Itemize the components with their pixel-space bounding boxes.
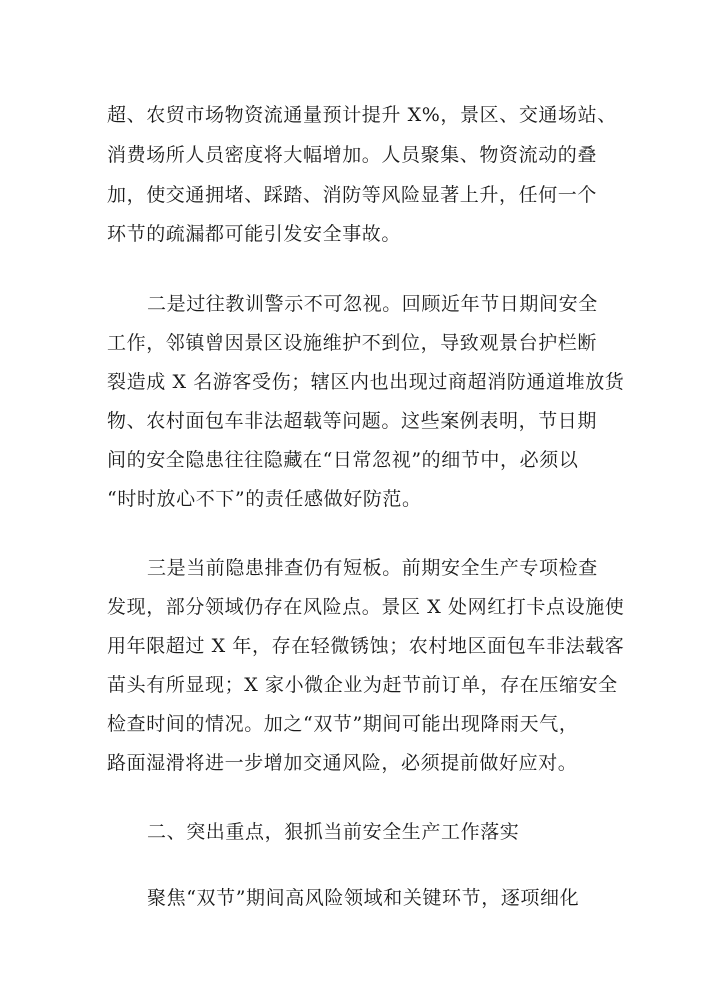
paragraph-1-line-4: 环节的疏漏都可能引发安全事故。 [107,223,402,245]
paragraph-2-line-6: “时时放心不下”的责任感做好防范。 [107,488,422,510]
paragraph-1-line-1: 超、农贸市场物资流通量预计提升 X%，景区、交通场站、 [107,104,617,126]
paragraph-3-line-2: 发现，部分领域仍存在风险点。景区 X 处网红打卡点设施使 [107,596,625,618]
paragraph-3-line-4: 苗头有所显现；X 家小微企业为赶节前订单，存在压缩安全 [107,674,618,696]
paragraph-2-line-3: 裂造成 X 名游客受伤；辖区内也出现过商超消防通道堆放货 [107,371,625,393]
paragraph-2-line-5: 间的安全隐患往往隐藏在“日常忽视”的细节中，必须以 [107,449,579,471]
paragraph-3-line-6: 路面湿滑将进一步增加交通风险，必须提前做好应对。 [107,752,578,774]
paragraph-1-line-3: 加，使交通拥堵、踩踏、消防等风险显著上升，任何一个 [107,184,598,206]
paragraph-3-line-5: 检查时间的情况。加之“双节”期间可能出现降雨天气， [107,713,579,735]
paragraph-4-line-1: 聚焦“双节”期间高风险领域和关键环节，逐项细化 [147,887,580,909]
paragraph-3-line-1: 三是当前隐患排查仍有短板。前期安全生产专项检查 [147,557,598,579]
paragraph-2-line-1: 二是过往教训警示不可忽视。回顾近年节日期间安全 [147,293,598,315]
paragraph-2-line-2: 工作，邻镇曾因景区设施维护不到位，导致观景台护栏断 [107,332,598,354]
section-heading: 二、突出重点，狠抓当前安全生产工作落实 [147,821,520,843]
paragraph-3-line-3: 用年限超过 X 年，存在轻微锈蚀；农村地区面包车非法载客 [107,635,625,657]
paragraph-1-line-2: 消费场所人员密度将大幅增加。人员聚集、物资流动的叠 [107,144,598,166]
paragraph-2-line-4: 物、农村面包车非法超载等问题。这些案例表明，节日期 [107,410,598,432]
